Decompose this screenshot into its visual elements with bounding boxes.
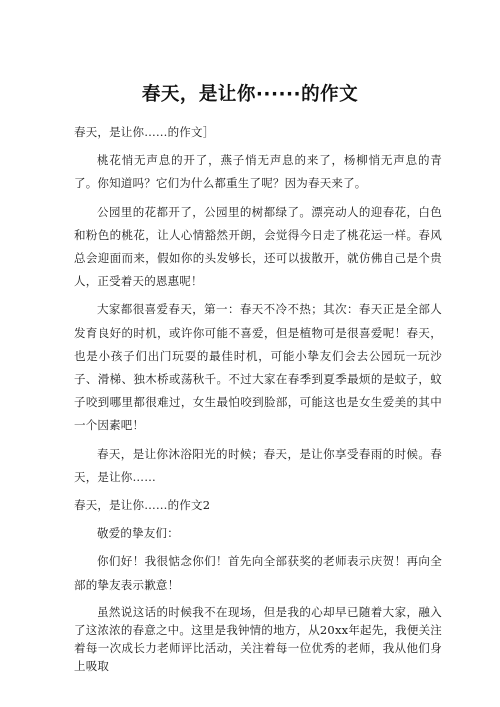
paragraph: 公园里的花都开了，公园里的树都绿了。漂亮动人的迎春花，白色和粉色的桃花，让人心情豁然开朗，会觉得今日走了桃花运一样。春风总会迎面而来，假如你的头发够长，还可以拔散开，就仿佛自己是个贵人，正受着天的恩惠呢！ xyxy=(74,204,442,289)
paragraph: 大家都很喜爱春天，第一：春天不冷不热；其次：春天正是全部人发育良好的时机，或许你可能不喜爱，但是植物可是很喜爱呢！春天，也是小孩子们出门玩耍的最佳时机，可能小挚友们会去公园玩一玩沙子、滑梯、独木桥或荡秋千。不过大家在春季到夏季最烦的是蚊子，蚊子咬到哪里都很难过，女生最怕咬到脸部，可能这也是女生爱美的其中一个因素吧！ xyxy=(74,302,442,433)
salutation: 敬爱的挚友们： xyxy=(97,526,179,541)
paragraph: 虽然说这话的时候我不在现场，但是我的心却早已随着大家，融入了这浓浓的春意之中。这里是我钟情的地方，从20xx年起先，我便关注着每一次成长力老师评比活动，关注着每一位优秀的老师，我从他们身上吸取 xyxy=(74,604,442,673)
paragraph: 你们好！我很惦念你们！首先向全部获奖的老师表示庆贺！再向全部的挚友表示歉意！ xyxy=(74,554,442,592)
paragraph-heading-1: 春天，是让你……的作文］ xyxy=(74,125,215,139)
document-title: 春天，是让你······的作文 xyxy=(141,84,359,105)
document-body xyxy=(74,121,442,680)
paragraph: 春天，是让你沐浴阳光的时候；春天，是让你享受春雨的时候。春天，是让你…… xyxy=(74,446,442,484)
paragraph: 桃花悄无声息的开了，燕子悄无声息的来了，杨柳悄无声息的青了。你知道吗？它们为什么都重生了呢？因为春天来了。 xyxy=(74,153,442,191)
paragraph-heading-2: 春天，是让你……的作文2 xyxy=(74,498,211,513)
